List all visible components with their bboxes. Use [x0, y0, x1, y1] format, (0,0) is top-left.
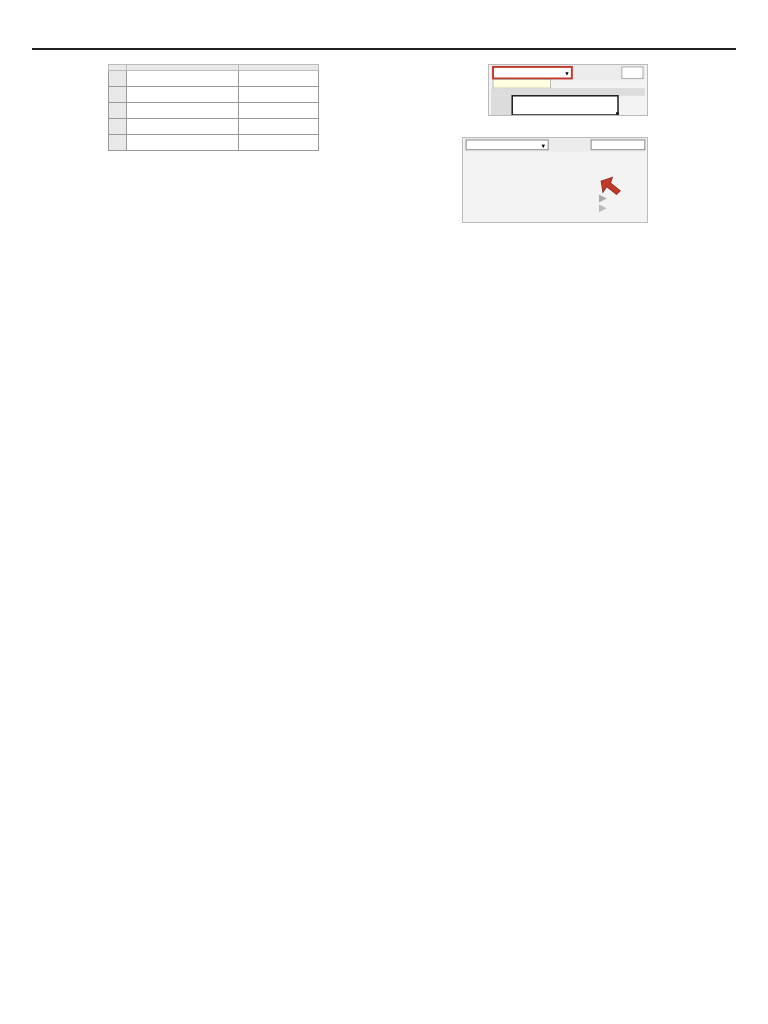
selected-cell-a1: [512, 96, 618, 115]
name-box-tooltip: [493, 79, 551, 88]
cell-b: [239, 103, 319, 119]
table-row: [109, 119, 319, 135]
row-number: [109, 135, 127, 151]
cell-b: [239, 135, 319, 151]
dropdown-arrow-icon: ▼: [540, 143, 547, 150]
cell-a: [127, 103, 239, 119]
cell-a: [127, 135, 239, 151]
cell-b: [239, 87, 319, 103]
name-box: [466, 140, 548, 150]
name-box: [493, 67, 572, 79]
table-row: [109, 135, 319, 151]
row-number: [109, 119, 127, 135]
table-row: [109, 87, 319, 103]
dropdown-arrow-icon: ▼: [564, 71, 570, 78]
formula-input: [591, 140, 645, 150]
header-divider: [32, 48, 736, 50]
formula-input: [622, 67, 643, 79]
fill-handle: [616, 112, 619, 115]
column-header-bar: [491, 88, 645, 96]
row-number: [109, 103, 127, 119]
row-number: [109, 71, 127, 87]
cell-a: [127, 71, 239, 87]
row-number: [109, 87, 127, 103]
right-column: [406, 56, 726, 238]
table-row: [109, 71, 319, 87]
name-box-figure: [488, 64, 648, 116]
drag-shadow-icon: [599, 204, 607, 212]
cell-a: [127, 87, 239, 103]
table-row: [109, 103, 319, 119]
row-header: [491, 96, 512, 115]
left-column: [40, 56, 378, 165]
formula-bar-figure: [462, 137, 648, 223]
cell-a: [127, 119, 239, 135]
drag-shadow-icon: [599, 195, 607, 203]
spreadsheet-table: [108, 64, 319, 151]
cursor-arrow-icon: [601, 177, 621, 195]
cell-b: [239, 71, 319, 87]
cell-b: [239, 119, 319, 135]
